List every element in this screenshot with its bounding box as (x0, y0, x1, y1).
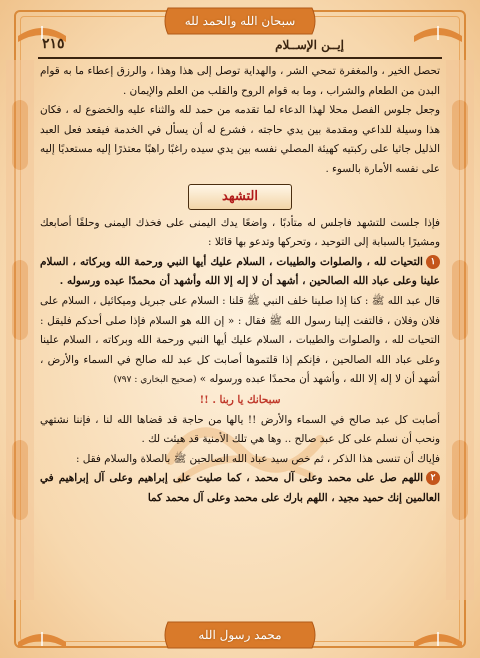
top-calligraphy-banner (162, 4, 318, 38)
intro-paragraph: تحصل الخير ، والمغفرة تمحي الشر ، والهداية توصل إلى هذا وهذا ، والرزق إعطاء ما به قوام البدن من الطعام والشراب ، وما به قوام الروح والقلب من العلم والإيمان . (40, 65, 440, 97)
salawat-text (40, 469, 440, 508)
page-header (38, 38, 442, 60)
subheading: سبحانك يا ربنا . !! (199, 393, 281, 406)
reflection-paragraph: أصابت كل عبد صالح في السماء والأرض !! يالها من حاجة قد قضاها الله لنا ، فإننا نشتهي ونحب أن نسلم على كل عبد صالح .. وها هي تلك الأمنية قد هيئت لك . (40, 413, 440, 446)
intro-paragraph: وجعل جلوس الفصل محلا لهذا الدعاء لما تقدمه من حمد لله والثناء عليه والخضوع له ، فكان هذا وسيلة للداعي ومقدمة بين يدي حاجته ، فشرع له أن يسأل في الخدمة فيقعد فعل العبد الذليل جاثيا على ركبتيه كهيئة المصلي نفسه بين يدي سيده راغبًا راهبًا معتذرًا إليه مستعديًا إليه على نفسه الأمارة بالسوء . (40, 104, 440, 175)
bottom-calligraphy-banner (162, 618, 318, 652)
book-corner-icon (410, 612, 466, 652)
number-badge: ٢ (426, 471, 440, 485)
lead-in-paragraph: فإياك أن تنسى هذا الذكر ، ثم خص سيد عباد الله الصالحين ﷺ بالصلاة والسلام فقل : (75, 452, 440, 465)
page-number: ٢١٥ (42, 36, 65, 52)
right-ornament-icon (442, 60, 478, 600)
header-divider (38, 57, 442, 59)
instruction-paragraph: فإذا جلست للتشهد فاجلس له متأدبًا ، واضعًا يدك اليمنى على فخذك اليمنى وحلقًا أصابعك ومشيرًا بالسبابة إلى التوحيد ، وتحركها وتدعو بها قائلا : (40, 216, 440, 249)
tashahhud-words: التحيات لله ، والصلوات والطيبات ، السلام عليك أيها النبي ورحمة الله وبركاته ، السلام علينا وعلى عباد الله الصالحين ، أشهد أن لا إله إلا الله وأشهد أن محمدًا عبده ورسوله . (40, 255, 440, 288)
section-title: إيــن الإســلام (275, 38, 344, 52)
top-banner-text: سبحان الله والحمد لله (184, 14, 296, 28)
salawat-words: اللهم صل على محمد وعلى آل محمد ، كما صليت على إبراهيم وعلى آل إبراهيم في العالمين إنك حميد مجيد ، اللهم بارك على محمد وعلى آل محمد كما (40, 472, 440, 504)
hadith-reference: (صحيح البخاري : ٧٩٧) (113, 375, 197, 386)
tashahhud-text (40, 253, 440, 292)
hadith-paragraph (40, 292, 440, 391)
page-content (40, 62, 440, 606)
book-corner-icon (14, 612, 70, 652)
left-ornament-icon (2, 60, 38, 600)
hadith-text: قال عبد الله ﷺ : كنا إذا صلينا خلف النبي ﷺ قلنا : السلام على جبريل وميكائيل ، السلام على فلان وفلان ، فالتفت إلينا رسول الله ﷺ فقال : « إن الله هو السلام فإذا صلى أحدكم فليقل : التحيات لله ، والصلوات والطيبات ، السلام عليك أيها النبي ورحمة الله وبركاته ، السلام علينا وعلى عباد الله الصالحين ، فإنكم إذا قلتموها أصابت كل عبد لله صالح في السماء والأرض ، أشهد أن لا إله إلا الله ، وأشهد أن محمدًا عبده ورسوله » (40, 294, 440, 386)
number-badge: ١ (426, 255, 440, 269)
bottom-banner-text: محمد رسول الله (198, 628, 282, 642)
section-heading: التشهد (188, 184, 292, 210)
